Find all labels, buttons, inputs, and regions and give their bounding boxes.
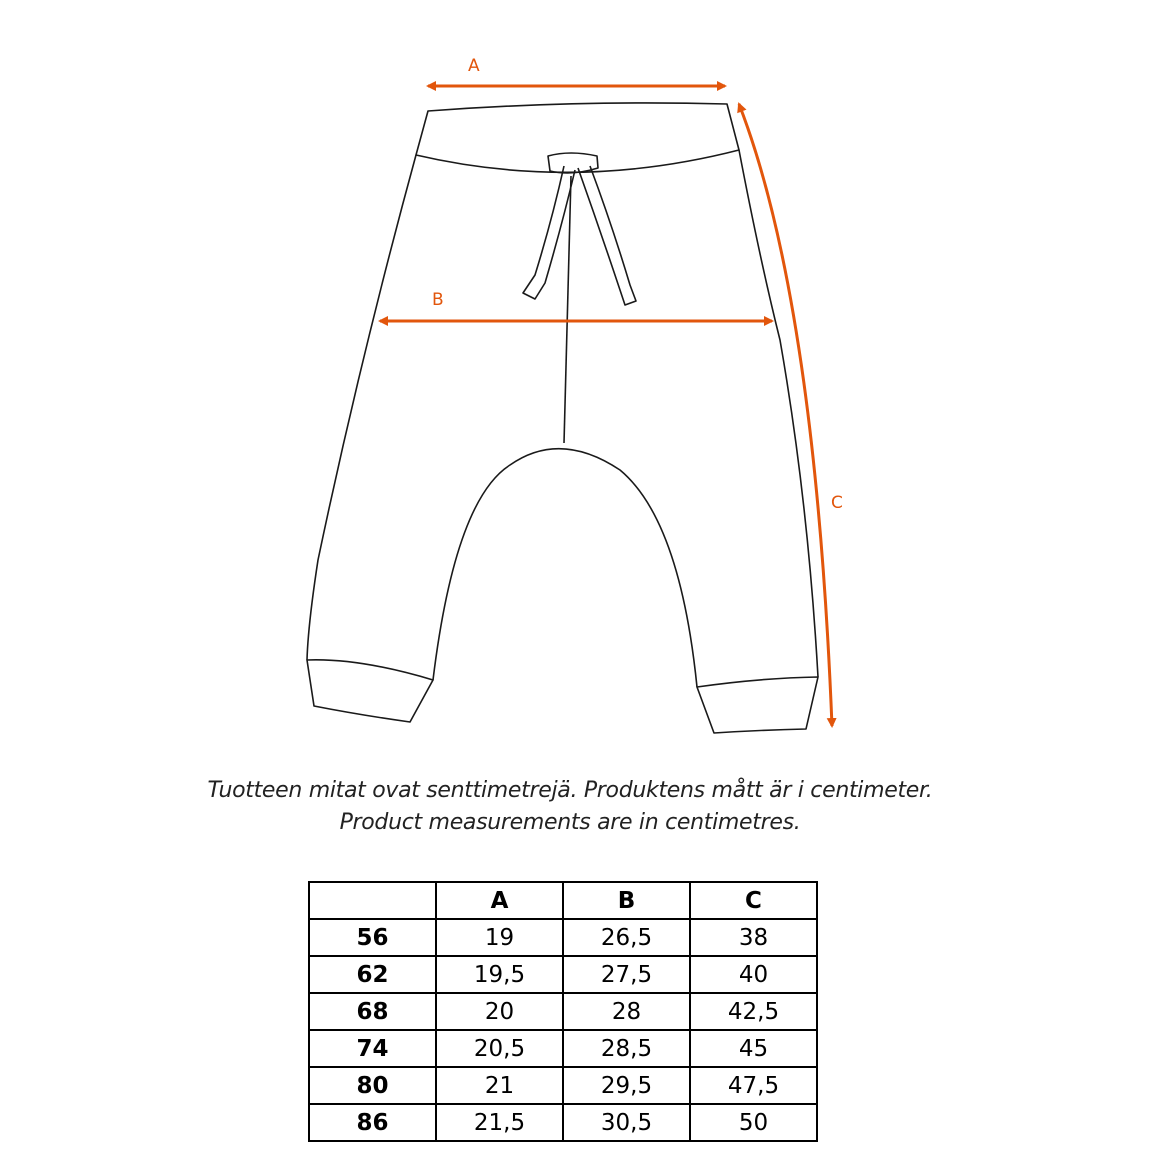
- size-cell: 80: [309, 1067, 436, 1104]
- size-cell: 68: [309, 993, 436, 1030]
- table-header-c: C: [690, 882, 817, 919]
- caption-line-1: Tuotteen mitat ovat senttimetrejä. Produktens mått är i centimeter.: [207, 778, 933, 803]
- a-cell: 19: [436, 919, 563, 956]
- a-cell: 19,5: [436, 956, 563, 993]
- dimension-lines: [380, 86, 832, 726]
- drawstring-knot: [548, 153, 598, 173]
- caption-line-2: Product measurements are in centimetres.: [339, 810, 801, 835]
- b-cell: 30,5: [563, 1104, 690, 1141]
- table-row: [309, 1030, 817, 1067]
- right-cuff: [697, 677, 818, 733]
- size-table: [308, 881, 818, 1142]
- table-row: [309, 919, 817, 956]
- a-cell: 20,5: [436, 1030, 563, 1067]
- dimension-c-arrow: [739, 104, 832, 726]
- table-header-a: A: [436, 882, 563, 919]
- drawstring-left: [523, 166, 575, 299]
- c-cell: 40: [690, 956, 817, 993]
- table-row: [309, 956, 817, 993]
- center-seam: [564, 176, 571, 443]
- b-cell: 26,5: [563, 919, 690, 956]
- c-cell: 42,5: [690, 993, 817, 1030]
- c-cell: 38: [690, 919, 817, 956]
- table-header-b: B: [563, 882, 690, 919]
- size-cell: 74: [309, 1030, 436, 1067]
- b-cell: 29,5: [563, 1067, 690, 1104]
- waistband: [416, 103, 739, 172]
- size-cell: 62: [309, 956, 436, 993]
- b-cell: 28,5: [563, 1030, 690, 1067]
- b-cell: 28: [563, 993, 690, 1030]
- size-cell: 86: [309, 1104, 436, 1141]
- table-row: [309, 993, 817, 1030]
- b-cell: 27,5: [563, 956, 690, 993]
- size-cell: 56: [309, 919, 436, 956]
- pants-body: [307, 150, 818, 687]
- left-cuff: [307, 660, 433, 722]
- c-cell: 47,5: [690, 1067, 817, 1104]
- pants-outline: [307, 103, 818, 733]
- dimension-a-label: A: [468, 56, 480, 76]
- dimension-b-label: B: [432, 290, 444, 310]
- a-cell: 21: [436, 1067, 563, 1104]
- table-header-row: [309, 882, 817, 919]
- a-cell: 21,5: [436, 1104, 563, 1141]
- a-cell: 20: [436, 993, 563, 1030]
- table-row: [309, 1104, 817, 1141]
- table-row: [309, 1067, 817, 1104]
- c-cell: 50: [690, 1104, 817, 1141]
- drawstring-right: [578, 166, 636, 305]
- table-header-blank: [309, 882, 436, 919]
- dimension-c-label: C: [831, 493, 843, 513]
- c-cell: 45: [690, 1030, 817, 1067]
